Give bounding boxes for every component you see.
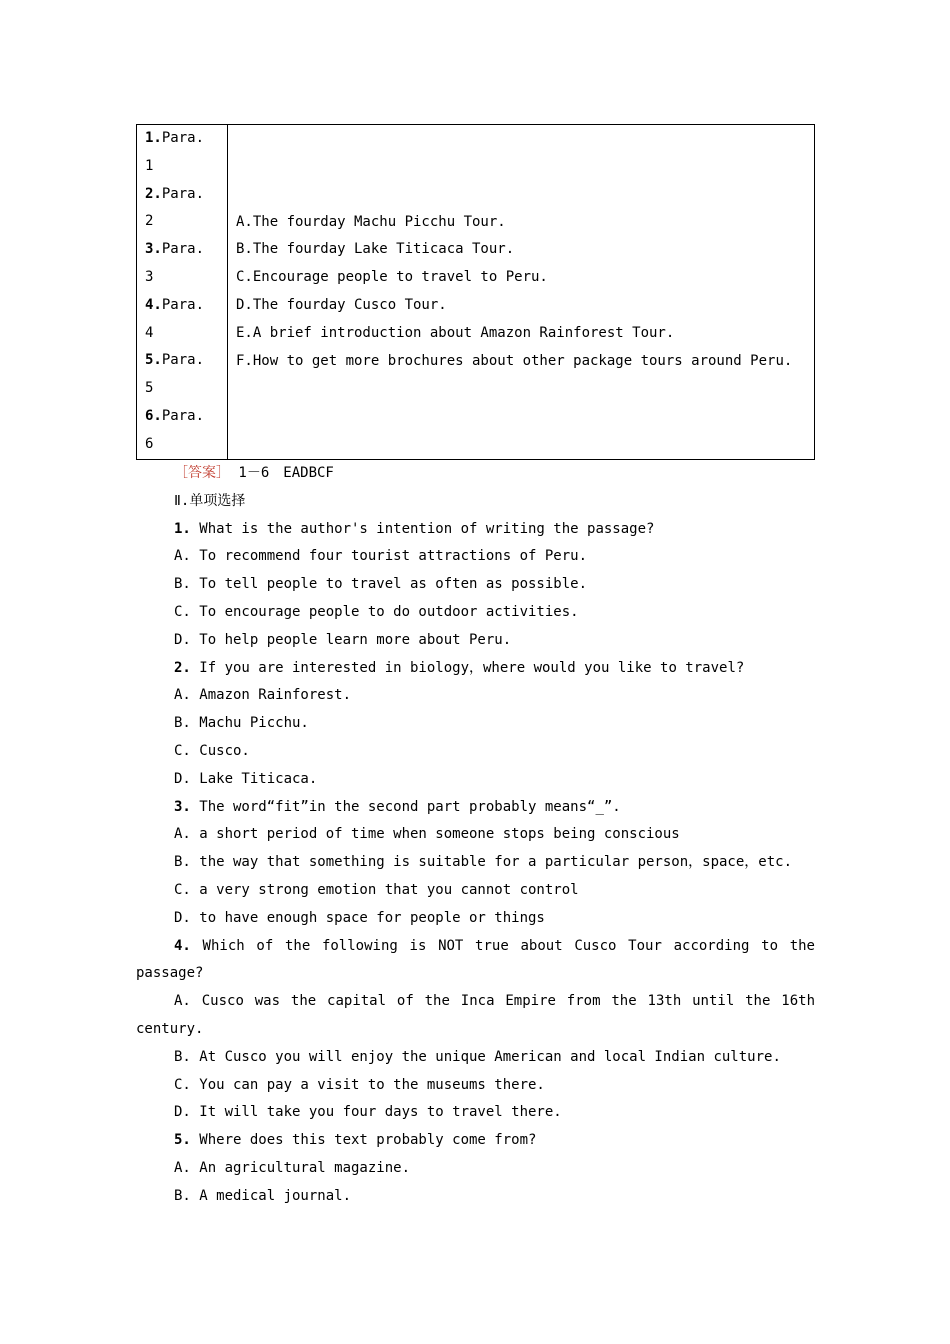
question-3: 3. The word“fit”in the second part probably means“_”. [174, 798, 621, 815]
q2-option-a: A. Amazon Rainforest. [174, 687, 352, 704]
document-page [136, 124, 815, 1211]
answer-tag: ［答案］ [174, 465, 230, 481]
question-5: 5. Where does this text probably come from? [174, 1132, 537, 1149]
q4-option-c: C. You can pay a visit to the museums there. [174, 1076, 545, 1093]
match-option: F.How to get more brochures about other package tours around Peru. [236, 352, 793, 369]
para-number: 4 [145, 324, 154, 341]
q3-option-d: D. to have enough space for people or things [174, 909, 545, 926]
q2-option-c: C. Cusco. [174, 742, 250, 759]
q1-option-d: D. To help people learn more about Peru. [174, 631, 512, 648]
match-option: E.A brief introduction about Amazon Rainforest Tour. [236, 324, 675, 341]
q2-option-d: D. Lake Titicaca. [174, 770, 318, 787]
para-number: 6 [145, 435, 154, 452]
q4-option-d: D. It will take you four days to travel there. [174, 1104, 562, 1121]
para-number: 1 [145, 157, 154, 174]
q4-option-b: B. At Cusco you will enjoy the unique American and local Indian culture. [174, 1048, 781, 1065]
match-option: D.The fourday Cusco Tour. [236, 297, 447, 313]
para-number: 3 [145, 268, 154, 285]
q2-option-b: B. Machu Picchu. [174, 715, 309, 732]
para-item: 3.Para. [145, 241, 205, 258]
match-option: B.The fourday Lake Titicaca Tour. [236, 241, 515, 258]
q1-option-b: B. To tell people to travel as often as possible. [174, 576, 588, 593]
q5-option-a: A. An agricultural magazine. [174, 1159, 411, 1176]
q3-option-c: C. a very strong emotion that you cannot control [174, 881, 579, 898]
para-item: 6.Para. [145, 407, 205, 424]
para-number: 5 [145, 380, 154, 397]
q1-option-c: C. To encourage people to do outdoor activities. [174, 603, 579, 620]
answer-line [136, 460, 815, 488]
q5-option-b: B. A medical journal. [174, 1187, 352, 1204]
matching-table [136, 124, 815, 460]
match-option: C.Encourage people to travel to Peru. [236, 269, 548, 286]
para-number: 2 [145, 213, 154, 230]
question-4-continued: passage? [136, 965, 204, 982]
question-2: 2. If you are interested in biology，where would you like to travel? [174, 659, 745, 676]
para-item: 2.Para. [145, 185, 205, 202]
para-item: 5.Para. [145, 352, 205, 369]
q3-option-a: A. a short period of time when someone stops being conscious [174, 826, 680, 843]
para-column [137, 125, 228, 460]
answer-text: 1－6 EADBCF [230, 465, 334, 481]
section-title: Ⅱ.单项选择 [174, 492, 246, 509]
question-1: 1. What is the author's intention of writing the passage? [174, 520, 655, 537]
question-4: 4. Which of the following is NOT true about Cusco Tour according to the [174, 937, 815, 954]
q4-option-a-continued: century. [136, 1020, 204, 1037]
options-column [228, 125, 815, 460]
q3-option-b: B. the way that something is suitable for a particular person，space，etc. [174, 854, 793, 871]
para-item: 1.Para. [145, 130, 205, 146]
q4-option-a: A. Cusco was the capital of the Inca Empire from the 13th until the 16th [174, 993, 815, 1010]
para-item: 4.Para. [145, 296, 205, 313]
q1-option-a: A. To recommend four tourist attractions of Peru. [174, 548, 588, 565]
match-option: A.The fourday Machu Picchu Tour. [236, 213, 506, 230]
